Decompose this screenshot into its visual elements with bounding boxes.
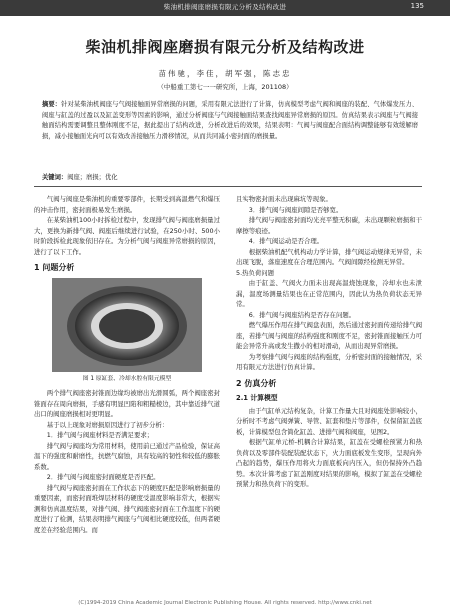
subsection-heading-2-1: 2.1 计算模型: [236, 394, 278, 402]
body-paragraph: 且实物密封面未出现麻坑等现象。: [236, 195, 332, 203]
abstract-label: 摘要：: [42, 101, 62, 108]
paper-title: 柴油机排阀座磨损有限元分析及结构改进: [85, 38, 365, 56]
keywords-text: 阀座；磨损；优化: [67, 174, 118, 181]
affiliation: （中船重工第七一一研究所，上海，201108）: [157, 83, 293, 91]
list-item-detail: 排气阀与阀座密封面在工作状态下的硬度匹配是影响磨损量的重要因素，而密封面堆焊层材料的硬度受温度影响非常大，根据实测和仿真温度结果，对排气阀、排气阀座密封面在工作温度下的硬度进行了检测，结果表明排气阀座与气阀相比硬度较低，但两者硬度差在经验范围内。而: [34, 483, 220, 534]
list-item: 4．排气阀运动是否合理。: [248, 237, 324, 245]
section-heading-2: 2 仿真分析: [236, 378, 277, 388]
page-header: [0, 0, 450, 16]
list-item: 6．排气阀与阀座结构是否存在问题。: [248, 310, 356, 319]
list-item-detail: 燃气爆压作用在排气阀盘表面，然后通过密封面传递给排气阀座，若排气阀与阀座的结构强度和刚度不足，密封锥面接触压力可能会异常升高或发生撒小的相对滑动，从而出现异常磨损。: [236, 321, 422, 350]
list-item-detail: 根据柴油机配气机构动力学计算，排气阀运动规律无异常，未出现飞脱，落座速度在合理范围内。气阀间隙经检测无异常。: [236, 247, 422, 266]
intro-paragraph: 在某柴油机100小时拆检过程中，发现排气阀与阀座磨损量过大，更换为新排气阀、阀座后继续进行试验，在250小时、500小时阶段拆检此现象依旧存在。为分析气阀与阀座异常磨损的原因，进行了以下工作。: [34, 216, 220, 256]
keywords: [42, 172, 118, 181]
abstract: [42, 100, 418, 142]
right-column: [236, 194, 422, 490]
body-paragraph: 根据气缸单元桥-机耦合计算结果，缸盖在受螺栓预紧力和热负荷以及零部件装配装配状态下，火力面底板发生变形，呈现向外凸起的趋势，爆压作用将火力面底板向内压入，但仍保持外凸趋势。本次计算考虑了缸盖刚度对结果的影响，模拟了缸盖在受螺栓预紧力和热负荷下的变形。: [236, 438, 422, 488]
running-title: 柴油机排阀座磨损有限元分析及结构改进: [163, 3, 287, 11]
valve-port: [99, 309, 155, 343]
figure-1: [34, 278, 220, 372]
body-paragraph: 为考察排气阀与阀座的结构强度，分析密封面的接触情况，采用有限元方法进行仿真计算。: [236, 352, 422, 371]
valve-seat-wear-photo: [52, 278, 202, 372]
list-item-detail: 由于缸盖、气阀火力面未出现高温烧蚀现象，冷却水也未泄漏，温度场测量结果也在正常范围内，因此认为热负荷状态无异常。: [236, 279, 422, 308]
list-item-detail: 排气阀与阀座密封面均光亮平整无积碳，未出现颗粒磨损和干摩擦等痕迹。: [236, 216, 422, 235]
intro-paragraph: 气阀与阀座是柴油机的重要零部件，长期受到高温燃气和爆压的冲击作用，密封面极易发生磨损。: [34, 195, 220, 214]
list-item-detail: 排气阀与阀座均为常用材料，使用前已通过产品检验，保证高温下的强度和耐磨性，抗燃气腐蚀，具有较高的韧性和较低的膨胀系数。: [34, 441, 220, 471]
list-item: 1．排气阀与阀座材料是否满足要求；: [46, 431, 154, 439]
figure-1-caption: 图 1 原缸套、冷却水腔有限元模型: [82, 375, 172, 382]
page-number: 135: [410, 2, 424, 10]
abstract-text: 针对某柴油机阀座与气阀接触面异常磨损的问题，采用有限元法进行了计算，仿真模型考虑气阀和阀座的装配、气体爆发压力、阀座与缸盖的过盈以及缸盖变形等因素的影响，通过分析阀座与气阀接触面结果查找阀座异常磨损的原因。仿真结果表示阀座与气阀接触面结构需要调整且整体刚度不足，据此提出了结构改进，分析改进后的效果，结果表明：气阀与阀座配合面结构调整能够有效缓解磨损，减小接触面光向可以有效改善接触压力滑移情况，从而共同减小密封面的磨损量。: [42, 101, 419, 140]
body-paragraph: 由于气缸单元结构复杂，计算工作量大且对阀座处影响较小，分析时不考虑气阀弹簧、导管、缸套和垫片等部件，仅保留缸盖底板，计算模型包含简化缸盖、进排气阀和阀座，见图2。: [236, 406, 422, 436]
section-heading-1: 1 问题分析: [34, 263, 75, 272]
header-divider: [34, 186, 422, 187]
list-item: 5.热负荷问题: [236, 268, 275, 277]
list-item: 2．排气阀与阀座密封面硬度是否匹配。: [46, 473, 160, 481]
body-paragraph: 基于以上现象对磨损原因进行了初步分析：: [46, 420, 169, 429]
left-column: [34, 194, 220, 535]
author-list: 苗伟驰，李佳，胡军强，陈志忠: [158, 69, 292, 78]
body-paragraph: 两个排气阀座密封锥面边缘均被磨出光滑圆弧，两个阀座密封锥面存在周向磨损，手感有明显凹陷和粗糙棱边，其中靠近排气道出口的阀座磨损相对更明显。: [34, 389, 220, 418]
page-footer: (C)1994-2019 China Academic Journal Electronic Publishing House. All rights reserved. http://www.cnki.net: [78, 600, 372, 606]
list-item: 3．排气阀与阀座间隙是否够宽。: [248, 205, 343, 214]
keywords-label: 关键词：: [42, 174, 68, 181]
